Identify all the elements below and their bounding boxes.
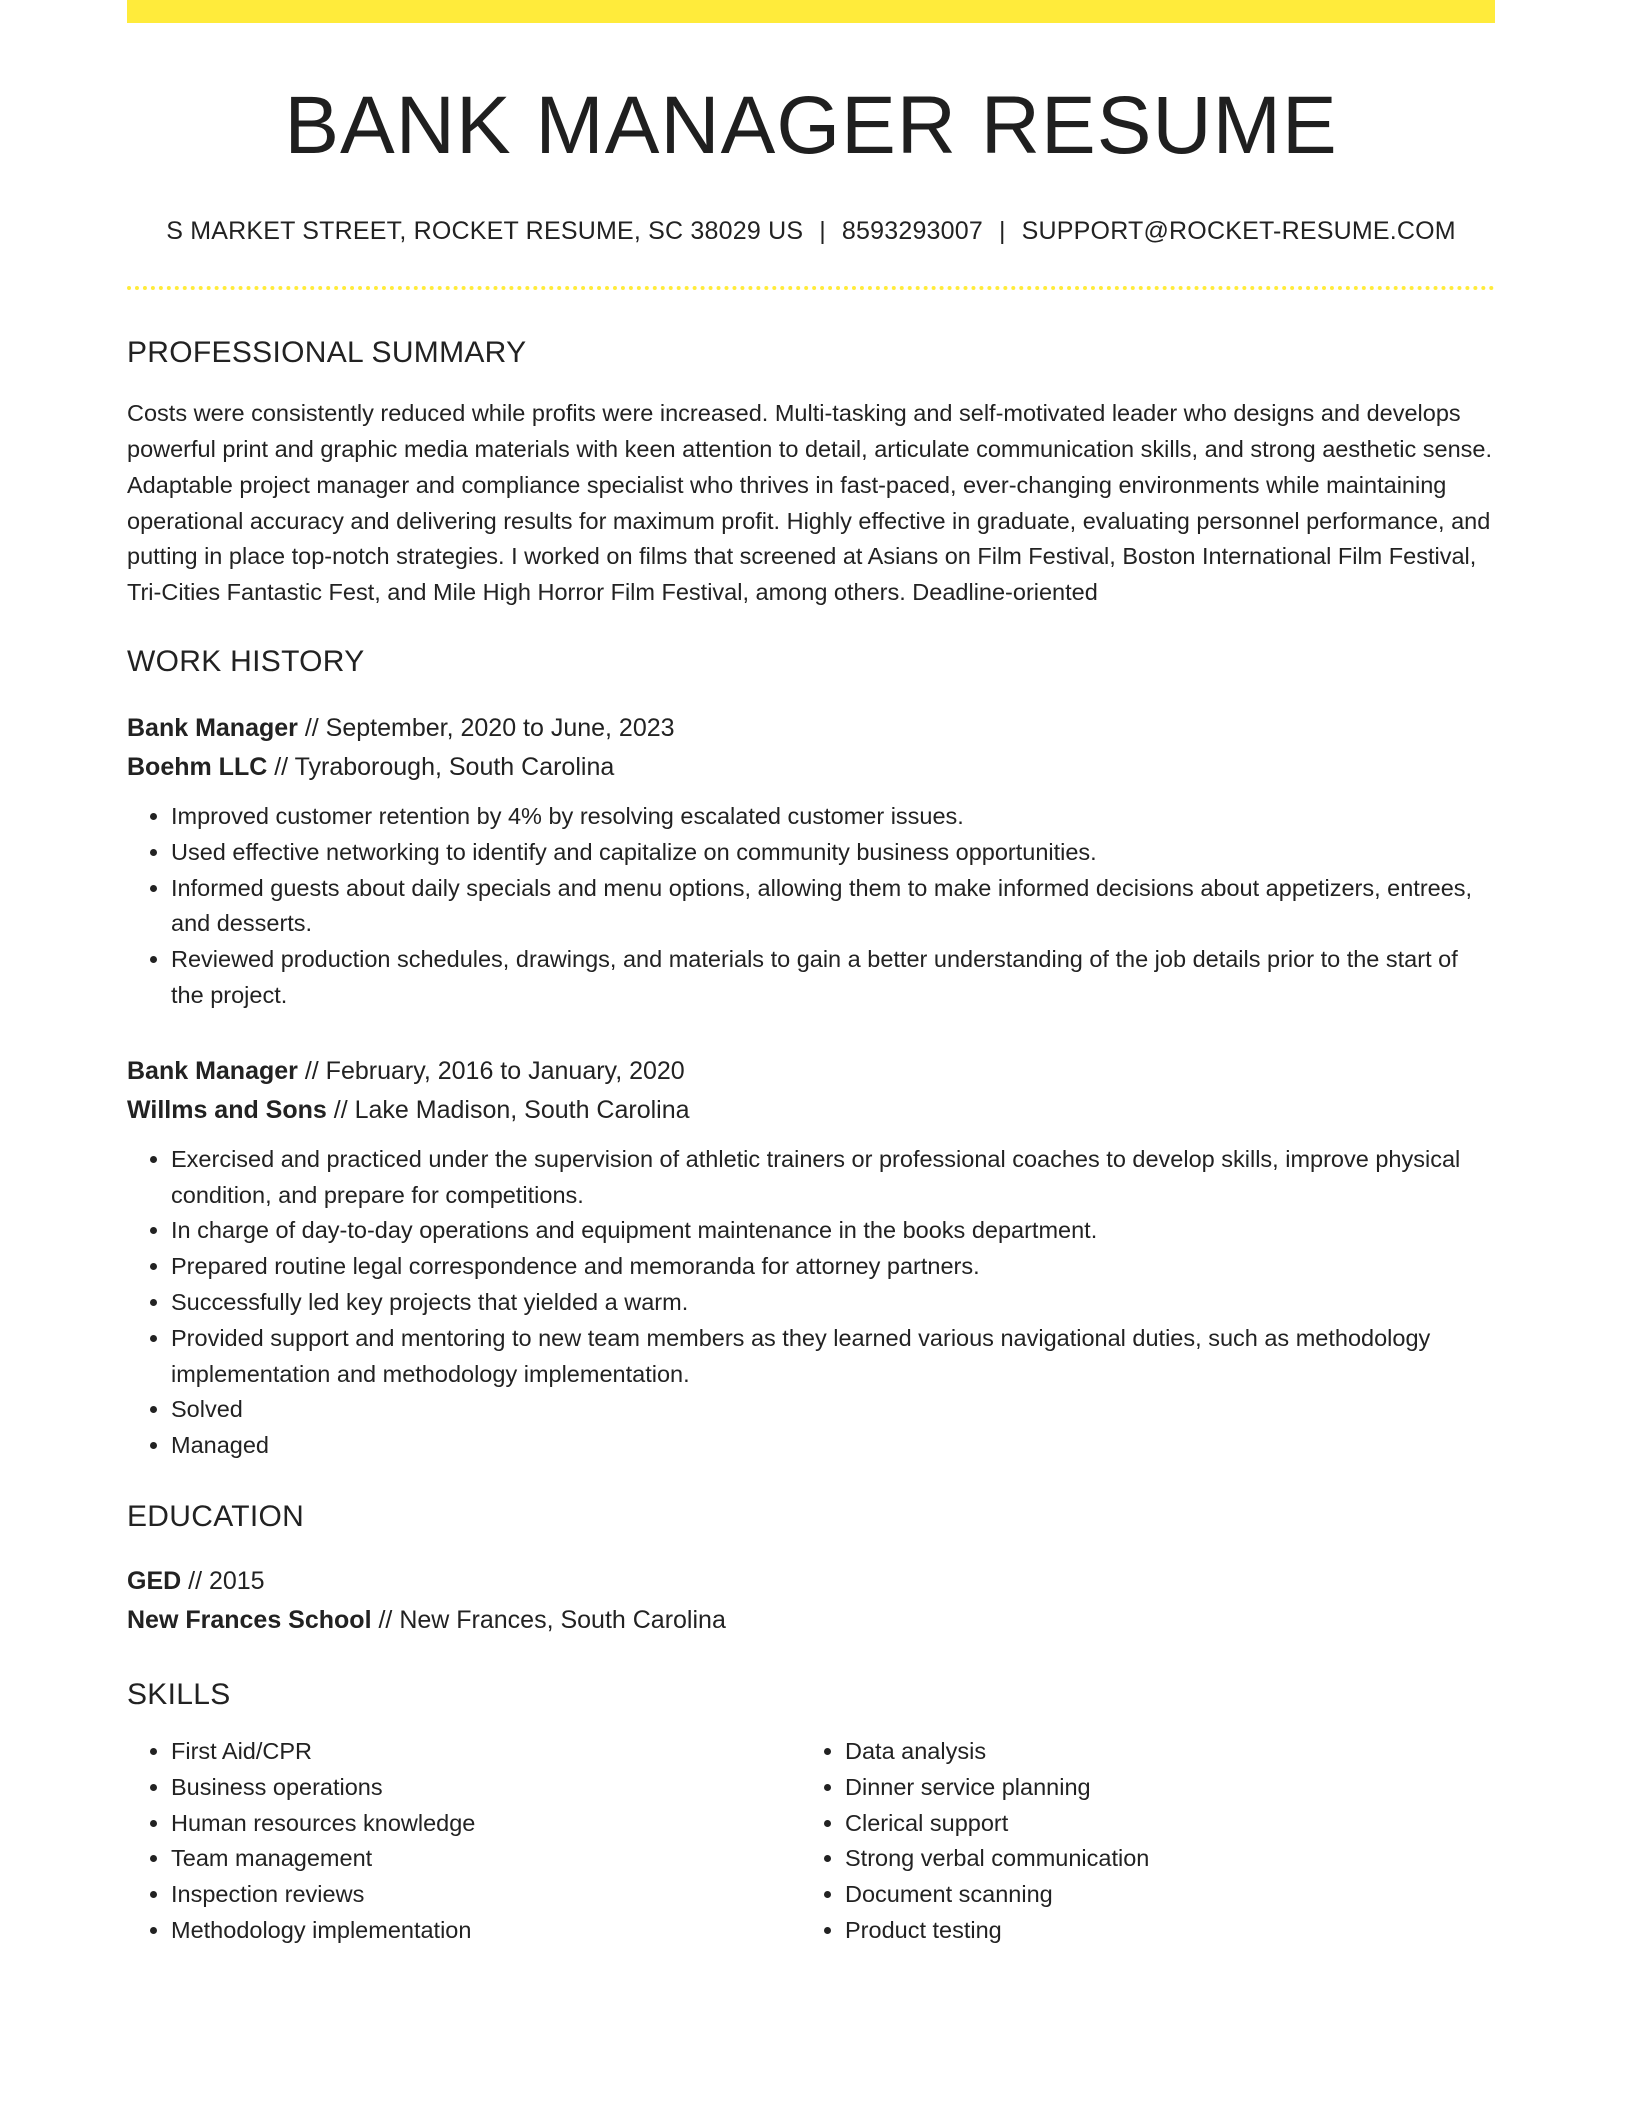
job-title: Bank Manager (127, 1056, 298, 1085)
divider (127, 286, 1495, 290)
school-location: // New Frances, South Carolina (371, 1605, 726, 1634)
skill-item: • Methodology implementation (171, 1913, 801, 1949)
skill-item: • Business operations (171, 1770, 801, 1806)
skill-item: • Team management (171, 1841, 801, 1877)
job-bullets (127, 1142, 1495, 1464)
contact-separator: | (998, 217, 1006, 246)
job-entry (127, 1052, 1495, 1464)
list-item: • Exercised and practiced under the supervision of athletic trainers or professional coaches to develop skills, improve physical condition, and prepare for competitions. (171, 1142, 1495, 1214)
school-line (127, 1601, 1495, 1640)
skills-column-right (801, 1734, 1475, 1949)
accent-bar (127, 0, 1495, 23)
skills-column-left (127, 1734, 801, 1949)
skills-list (127, 1734, 1495, 1949)
job-title: Bank Manager (127, 713, 298, 742)
skill-item: • Document scanning (845, 1877, 1475, 1913)
job-bullets (127, 799, 1495, 1014)
list-item: • In charge of day-to-day operations and equipment maintenance in the books department. (171, 1213, 1495, 1249)
degree-line (127, 1562, 1495, 1601)
job-dates: // February, 2016 to January, 2020 (297, 1056, 685, 1085)
resume-page (127, 0, 1495, 1949)
skill-item: • First Aid/CPR (171, 1734, 801, 1770)
education-entry (127, 1562, 1495, 1640)
job-company: Willms and Sons (127, 1095, 327, 1124)
contact-line (127, 217, 1495, 246)
degree-year: // 2015 (181, 1566, 265, 1595)
job-title-line (127, 709, 1495, 748)
job-location: // Lake Madison, South Carolina (326, 1095, 690, 1124)
work-history-heading: WORK HISTORY (127, 644, 365, 678)
list-item: • Managed (171, 1428, 1495, 1464)
list-item: • Successfully led key projects that yielded a warm. (171, 1285, 1495, 1321)
education-heading: EDUCATION (127, 1499, 305, 1533)
skill-item: • Product testing (845, 1913, 1475, 1949)
list-item: • Provided support and mentoring to new team members as they learned various navigational duties, such as methodology implementation and methodology implementation. (171, 1321, 1495, 1393)
list-item: • Informed guests about daily specials and menu options, allowing them to make informed decisions about appetizers, entrees, and desserts. (171, 871, 1495, 943)
list-item: • Improved customer retention by 4% by resolving escalated customer issues. (171, 799, 1495, 835)
skill-item: • Human resources knowledge (171, 1806, 801, 1842)
skill-item: • Inspection reviews (171, 1877, 801, 1913)
summary-heading: PROFESSIONAL SUMMARY (127, 336, 527, 370)
job-location: // Tyraborough, South Carolina (267, 752, 615, 781)
skill-item: • Dinner service planning (845, 1770, 1475, 1806)
summary-text: Costs were consistently reduced while profits were increased. Multi-tasking and self-motivated leader who designs and develops powerful print and graphic media materials with keen attention to detail, articulate communication skills, and strong aesthetic sense. Adaptable project manager and compliance specialist who thrives in fast-paced, ever-changing environments while maintaining operational accuracy and delivering results for maximum profit. Highly effective in graduate, evaluating personnel performance, and putting in place top-notch strategies. I worked on films that screened at Asians on Film Festival, Boston International Film Festival, Tri-Cities Fantastic Fest, and Mile High Horror Film Festival, among others. Deadline-oriented (127, 400, 1493, 606)
contact-separator: | (819, 217, 826, 246)
skill-item: • Data analysis (845, 1734, 1475, 1770)
job-entry (127, 709, 1495, 1014)
list-item: • Prepared routine legal correspondence and memoranda for attorney partners. (171, 1249, 1495, 1285)
degree: GED (127, 1566, 182, 1595)
job-company-line (127, 1091, 1495, 1130)
contact-address: S MARKET STREET, ROCKET RESUME, SC 38029 US (166, 217, 804, 246)
skills-heading: SKILLS (127, 1677, 231, 1711)
job-title-line (127, 1052, 1495, 1091)
contact-phone: 8593293007 (841, 217, 983, 246)
contact-email: SUPPORT@ROCKET-RESUME.COM (1021, 217, 1456, 246)
job-dates: // September, 2020 to June, 2023 (297, 713, 675, 742)
skill-item: • Clerical support (845, 1806, 1475, 1842)
job-company: Boehm LLC (127, 752, 268, 781)
resume-title: BANK MANAGER RESUME (284, 80, 1338, 171)
list-item: • Used effective networking to identify and capitalize on community business opportunities. (171, 835, 1495, 871)
school: New Frances School (127, 1605, 372, 1634)
list-item: • Solved (171, 1392, 1495, 1428)
skill-item: • Strong verbal communication (845, 1841, 1475, 1877)
job-company-line (127, 748, 1495, 787)
list-item: • Reviewed production schedules, drawings, and materials to gain a better understanding of the job details prior to the start of the project. (171, 942, 1495, 1014)
